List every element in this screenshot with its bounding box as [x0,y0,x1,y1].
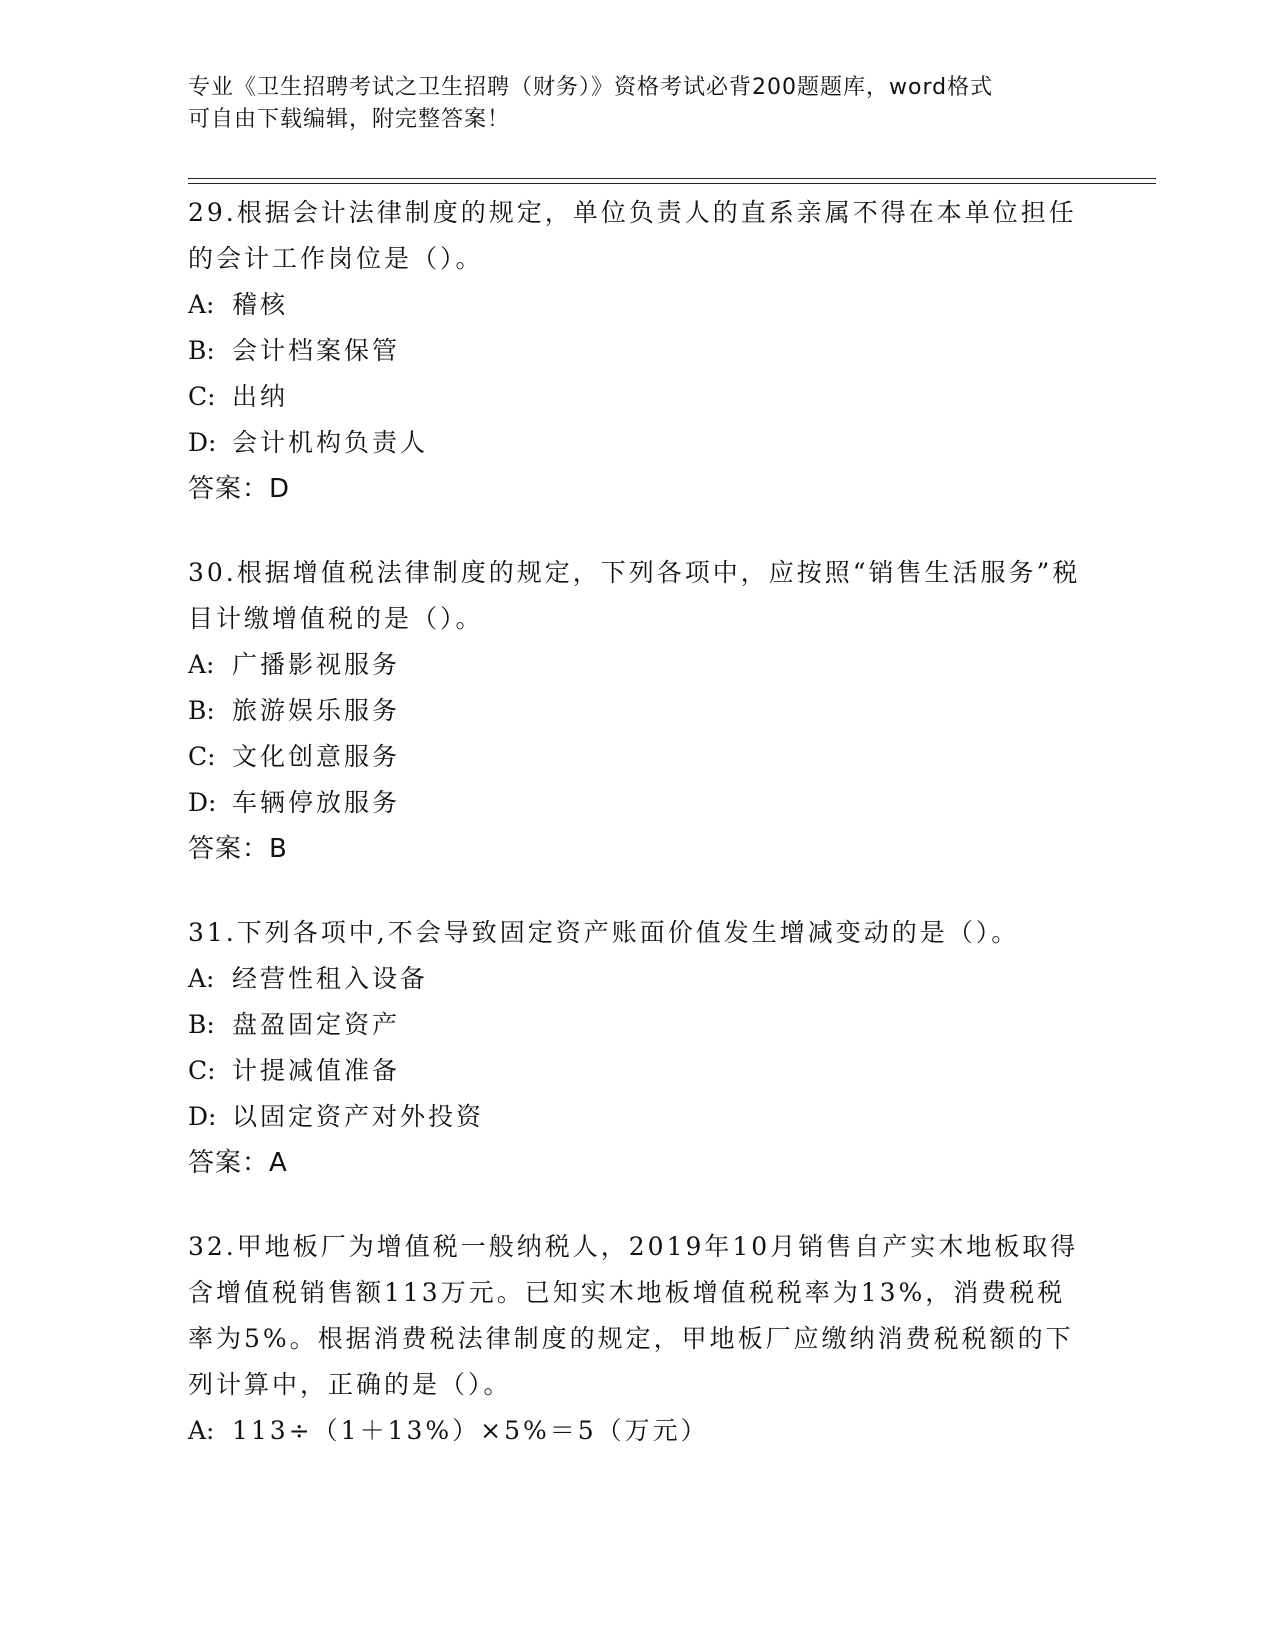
answer-line: 答案：B [188,834,288,864]
question-text: 31.下列各项中,不会导致固定资产账面价值发生增减变动的是（）。 [188,918,1020,947]
question-32 [188,1224,1088,1454]
option-letter: A: [188,964,215,993]
option-letter: A: [188,650,215,679]
option-a [188,956,1088,1002]
question-text: 32.甲地板厂为增值税一般纳税人，2019年10月销售自产实木地板取得含增值税销售额113万元。已知实木地板增值税税率为13%，消费税税率为5%。根据消费税法律制度的规定，甲地板厂应缴纳消费税税额的下列计算中，正确的是（）。 [188,1232,1079,1399]
option-c [188,374,1088,420]
answer-line: 答案：A [188,1148,288,1178]
header-line-2: 可自由下载编辑，附完整答案！ [188,107,511,132]
option-text: 出纳 [232,382,289,411]
option-text: 旅游娱乐服务 [232,696,401,725]
option-c [188,734,1088,780]
option-a [188,1408,1088,1454]
option-c [188,1048,1088,1094]
option-text: 广播影视服务 [232,650,401,679]
option-letter: B: [188,336,215,365]
option-text: 稽核 [232,290,289,319]
option-text: 计提减值准备 [232,1056,401,1085]
question-30 [188,550,1088,872]
option-letter: B: [188,696,215,725]
option-letter: D: [188,428,217,457]
question-text: 29.根据会计法律制度的规定，单位负责人的直系亲属不得在本单位担任的会计工作岗位是（）。 [188,198,1077,273]
option-text: 以固定资产对外投资 [232,1102,485,1131]
question-list [188,190,1088,1492]
option-a [188,642,1088,688]
option-text: 文化创意服务 [232,742,401,771]
option-text: 盘盈固定资产 [232,1010,401,1039]
header-divider-top [188,178,1156,179]
option-letter: C: [188,1056,216,1085]
option-letter: C: [188,742,216,771]
document-header [188,72,1068,136]
option-text: 113÷（1＋13%）×5%＝5（万元） [232,1416,709,1445]
option-text: 经营性租入设备 [232,964,429,993]
option-letter: A: [188,290,215,319]
question-29 [188,190,1088,512]
option-text: 会计档案保管 [232,336,401,365]
option-d [188,780,1088,826]
option-letter: D: [188,1102,217,1131]
option-a [188,282,1088,328]
header-line-1: 专业《卫生招聘考试之卫生招聘（财务）》资格考试必背200题题库，word格式 [188,75,994,100]
option-b [188,328,1088,374]
answer-line: 答案：D [188,474,291,504]
option-text: 会计机构负责人 [232,428,429,457]
option-b [188,688,1088,734]
question-31 [188,910,1088,1186]
option-letter: D: [188,788,217,817]
option-b [188,1002,1088,1048]
question-text: 30.根据增值税法律制度的规定，下列各项中，应按照“销售生活服务”税目计缴增值税的是（）。 [188,558,1081,633]
option-d [188,420,1088,466]
option-letter: A: [188,1416,215,1445]
header-divider-bottom [188,183,1156,184]
option-d [188,1094,1088,1140]
option-letter: C: [188,382,216,411]
option-text: 车辆停放服务 [232,788,401,817]
option-letter: B: [188,1010,215,1039]
